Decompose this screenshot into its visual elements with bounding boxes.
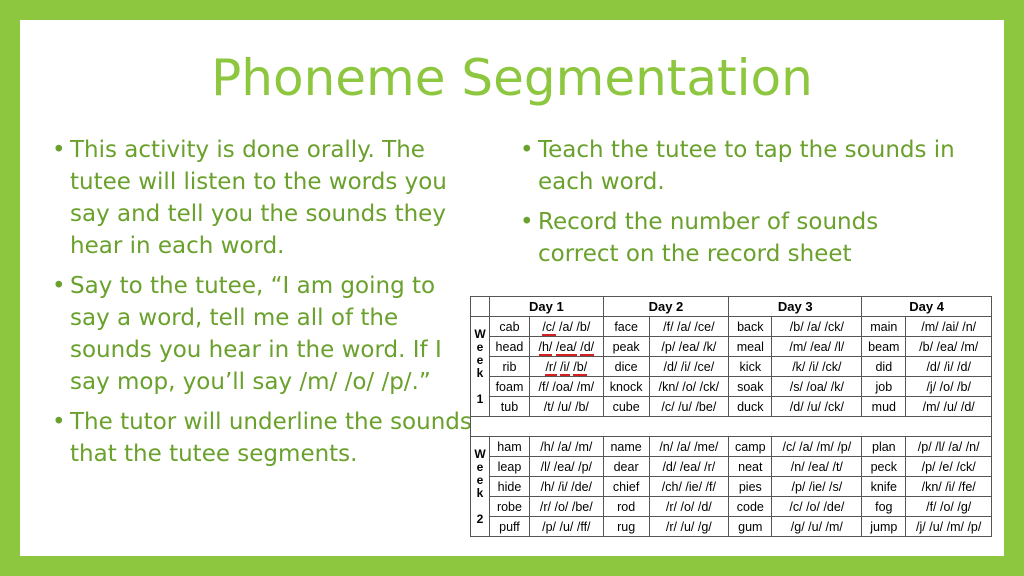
- bullet-item: • The tutor will underline the sounds that the tutee segments.: [52, 406, 472, 470]
- sounds-cell: /m/ /ai/ /n/: [906, 317, 992, 337]
- table-row: [471, 337, 992, 357]
- word-cell: rug: [603, 517, 649, 537]
- sounds-cell: /p/ /e/ /ck/: [906, 457, 992, 477]
- bullet-item: • Teach the tutee to tap the sounds in each word.: [520, 134, 960, 198]
- sounds-cell: /m/ /ea/ /l/: [772, 337, 862, 357]
- sounds-cell: /b/ /ea/ /m/: [906, 337, 992, 357]
- word-cell: rod: [603, 497, 649, 517]
- sound-segment: /i/: [560, 359, 570, 374]
- sounds-cell: /p/ /u/ /ff/: [529, 517, 603, 537]
- word-cell: code: [729, 497, 772, 517]
- table-row: [471, 357, 992, 377]
- word-cell: fog: [862, 497, 906, 517]
- sound-segment: /b/: [576, 319, 591, 334]
- sounds-cell: /r/ /u/ /g/: [649, 517, 729, 537]
- sounds-cell: /p/ /l/ /a/ /n/: [906, 437, 992, 457]
- word-cell: foam: [490, 377, 530, 397]
- word-cell: knock: [603, 377, 649, 397]
- sounds-cell: /n/ /a/ /me/: [649, 437, 729, 457]
- sounds-cell: /m/ /u/ /d/: [906, 397, 992, 417]
- table-row: [471, 517, 992, 537]
- right-bullet-list: [520, 134, 960, 278]
- sounds-cell: /d/ /i/ /d/: [906, 357, 992, 377]
- word-cell: plan: [862, 437, 906, 457]
- sounds-cell: [529, 337, 603, 357]
- word-cell: dear: [603, 457, 649, 477]
- word-cell: dice: [603, 357, 649, 377]
- week-label: W e e k 1: [471, 317, 490, 417]
- sounds-cell: /f/ /a/ /ce/: [649, 317, 729, 337]
- sounds-cell: /p/ /ea/ /k/: [649, 337, 729, 357]
- sounds-cell: /f/ /oa/ /m/: [529, 377, 603, 397]
- word-cell: main: [862, 317, 906, 337]
- word-cell: ham: [490, 437, 530, 457]
- word-cell: face: [603, 317, 649, 337]
- word-cell: neat: [729, 457, 772, 477]
- sounds-cell: /r/ /o/ /be/: [529, 497, 603, 517]
- word-cell: kick: [729, 357, 772, 377]
- sounds-cell: /k/ /i/ /ck/: [772, 357, 862, 377]
- word-cell: peck: [862, 457, 906, 477]
- word-cell: tub: [490, 397, 530, 417]
- day-header: Day 3: [729, 297, 862, 317]
- day-header-row: [471, 297, 992, 317]
- sounds-cell: /j/ /o/ /b/: [906, 377, 992, 397]
- word-cell: soak: [729, 377, 772, 397]
- word-cell: duck: [729, 397, 772, 417]
- sounds-cell: /kn/ /o/ /ck/: [649, 377, 729, 397]
- sounds-cell: [529, 317, 603, 337]
- sounds-cell: /l/ /ea/ /p/: [529, 457, 603, 477]
- week-gap-row: [471, 417, 992, 437]
- word-cell: mud: [862, 397, 906, 417]
- sounds-cell: /f/ /o/ /g/: [906, 497, 992, 517]
- slide-title: Phoneme Segmentation: [211, 49, 813, 107]
- sounds-cell: /j/ /u/ /m/ /p/: [906, 517, 992, 537]
- bullet-item: • This activity is done orally. The tutee will listen to the words you say and tell you the sounds they hear in each word.: [52, 134, 472, 262]
- sound-segment: /r/: [545, 359, 557, 374]
- record-sheet-table: [470, 296, 992, 537]
- word-cell: knife: [862, 477, 906, 497]
- sounds-cell: /c/ /o/ /de/: [772, 497, 862, 517]
- sounds-cell: /c/ /u/ /be/: [649, 397, 729, 417]
- sounds-cell: /s/ /oa/ /k/: [772, 377, 862, 397]
- sound-segment: /d/: [580, 339, 595, 354]
- word-cell: peak: [603, 337, 649, 357]
- sound-segment: /a/: [559, 319, 573, 334]
- sound-segment: /b/: [573, 359, 588, 374]
- sounds-cell: /r/ /o/ /d/: [649, 497, 729, 517]
- sounds-cell: /kn/ /i/ /fe/: [906, 477, 992, 497]
- table-row: [471, 457, 992, 477]
- sounds-cell: /ch/ /ie/ /f/: [649, 477, 729, 497]
- word-cell: camp: [729, 437, 772, 457]
- table-row: [471, 397, 992, 417]
- sounds-cell: /d/ /i/ /ce/: [649, 357, 729, 377]
- table-row: [471, 497, 992, 517]
- sound-segment: /c/: [542, 319, 556, 334]
- sounds-cell: /p/ /ie/ /s/: [772, 477, 862, 497]
- sounds-cell: /d/ /ea/ /r/: [649, 457, 729, 477]
- word-cell: job: [862, 377, 906, 397]
- word-cell: chief: [603, 477, 649, 497]
- sounds-cell: [529, 357, 603, 377]
- bullet-item: • Say to the tutee, “I am going to say a word, tell me all of the sounds you hear in the word. If I say mop, you’ll say /m/ /o/ /p/.”: [52, 270, 472, 398]
- word-cell: meal: [729, 337, 772, 357]
- corner-cell: [471, 297, 490, 317]
- week-gap: [471, 417, 992, 437]
- word-cell: cab: [490, 317, 530, 337]
- bullet-item: • Record the number of sounds correct on the record sheet: [520, 206, 960, 270]
- table-row: [471, 437, 992, 457]
- sounds-cell: /h/ /a/ /m/: [529, 437, 603, 457]
- sounds-cell: /b/ /a/ /ck/: [772, 317, 862, 337]
- word-cell: name: [603, 437, 649, 457]
- sounds-cell: /d/ /u/ /ck/: [772, 397, 862, 417]
- table-row: [471, 477, 992, 497]
- table-row: [471, 317, 992, 337]
- word-cell: robe: [490, 497, 530, 517]
- word-cell: beam: [862, 337, 906, 357]
- sounds-cell: /n/ /ea/ /t/: [772, 457, 862, 477]
- record-sheet-body: [471, 317, 992, 537]
- day-header: Day 1: [490, 297, 604, 317]
- record-sheet: [470, 296, 992, 536]
- word-cell: hide: [490, 477, 530, 497]
- word-cell: gum: [729, 517, 772, 537]
- word-cell: jump: [862, 517, 906, 537]
- day-header: Day 2: [603, 297, 728, 317]
- word-cell: head: [490, 337, 530, 357]
- sounds-cell: /g/ /u/ /m/: [772, 517, 862, 537]
- word-cell: back: [729, 317, 772, 337]
- week-label: W e e k 2: [471, 437, 490, 537]
- day-header: Day 4: [862, 297, 992, 317]
- left-bullet-list: [52, 134, 472, 478]
- table-row: [471, 377, 992, 397]
- sound-segment: /h/: [538, 339, 553, 354]
- word-cell: leap: [490, 457, 530, 477]
- word-cell: did: [862, 357, 906, 377]
- sound-segment: /ea/: [555, 339, 577, 354]
- sounds-cell: /t/ /u/ /b/: [529, 397, 603, 417]
- word-cell: puff: [490, 517, 530, 537]
- word-cell: pies: [729, 477, 772, 497]
- word-cell: rib: [490, 357, 530, 377]
- sounds-cell: /h/ /i/ /de/: [529, 477, 603, 497]
- sounds-cell: /c/ /a/ /m/ /p/: [772, 437, 862, 457]
- word-cell: cube: [603, 397, 649, 417]
